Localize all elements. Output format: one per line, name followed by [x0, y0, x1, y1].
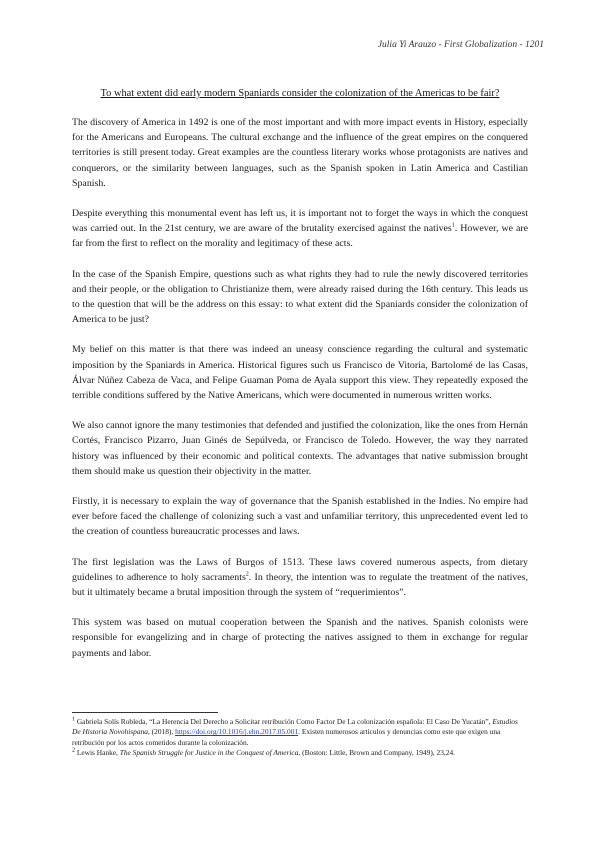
footnote-2-text-b: , (Boston: Little, Brown and Company, 1949), 23,24.	[298, 747, 455, 757]
paragraph-7	[72, 555, 528, 601]
footnote-2-text-a: Lewis Hanke,	[75, 747, 120, 757]
paragraph-7-text-b: . In theory, the intention was to regulate the treatment of the natives, but it ultimately became a brutal imposition through the system of “requerimientos”.	[72, 571, 528, 599]
paragraph-2-text-a: Despite everything this monumental event has left us, it is important not to forget the ways in which the conquest was carried out. In the 21st century, we are aware of the brutality exercised against the natives	[72, 208, 528, 235]
essay-body	[72, 115, 528, 676]
footnotes	[72, 717, 528, 758]
footnote-1-journal: Estudios De Historia Novohispana	[72, 717, 518, 737]
paragraph-6: Firstly, it is necessary to explain the way of governance that the Spanish established in the Indies. No empire had ever before faced the challenge of colonizing such a vast and unfamiliar territory, this unprecedented event led to the creation of countless bureaucratic processes and laws.	[72, 496, 528, 538]
paragraph-4: My belief on this matter is that there was indeed an uneasy conscience regarding the cultural and systematic imposition by the Spaniards in America. Historical figures such us Francisco de Vitoria, Bartolomé de las Casas, Álvar Núñez Cabeza de Vaca, and Felipe Guaman Poma de Ayala support this view. They repeatedly exposed the terrible conditions suffered by the Native Americans, which were documented in numerous written works.	[72, 344, 528, 402]
footnote-1-text-b: , (2018),	[147, 727, 176, 737]
footnote-2-book: The Spanish Struggle for Justice in the Conquest of America	[119, 747, 299, 757]
paragraph-2-text-b: . However, we are far from the first to reflect on the morality and legitimacy of these acts.	[72, 223, 529, 250]
paragraph-8: This system was based on mutual cooperation between the Spanish and the natives. Spanish colonists were responsible for evangelizing and in charge of protecting the natives assigned to them in exchange for regular payments and labor.	[72, 617, 528, 659]
paragraph-7-text-a: The first legislation was the Laws of Burgos of 1513. These laws covered numerous aspects, from dietary guidelines to adherence to holy sacraments	[72, 556, 528, 583]
paragraph-1: The discovery of America in 1492 is one of the most important and with more impact events in History, especially for the Americans and Europeans. The cultural exchange and the influence of the great empires on the conquered territories is still present today. Great examples are the countless literary works whose protagonists are natives and conquerors, or the similarity between languages, such as the Spanish spoken in Latin America and Castilian Spanish.	[72, 117, 528, 189]
paragraph-5: We also cannot ignore the many testimonies that defended and justified the colonization, like the ones from Hernán Cortés, Francisco Pizarro, Juan Ginés de Sepúlveda, or Francisco de Toledo. However, the way they narrated history was influenced by their economic and political contexts. The advantages that native submission brought them should make us question their objectivity in the matter.	[72, 420, 528, 477]
footnote-2	[72, 748, 528, 758]
footnote-1-text-a: Gabriela Solís Robleda, “La Herencia Del Derecho a Solicitar retribución Como Factor De La colonización española: El Caso De Yucatán”,	[75, 717, 493, 726]
footnote-1-doi-link[interactable]: https://doi.org/10.1016/j.ehn.2017.05.001	[175, 727, 299, 737]
running-header: Julia Yi Arauzo - First Globalization - 1201	[377, 40, 544, 50]
paragraph-2	[72, 206, 528, 252]
footnote-1	[72, 717, 528, 748]
footnote-1-number: 1	[72, 716, 75, 723]
footnote-ref-1[interactable]: 1	[451, 222, 455, 229]
footnote-2-number: 2	[72, 747, 75, 754]
footnote-ref-2[interactable]: 2	[245, 571, 249, 578]
footnote-1-text-c: . Existen numerosos artículos y denuncias como este que exigen una retribución por los actos cometidos durante la colonización.	[72, 727, 501, 747]
paragraph-3: In the case of the Spanish Empire, questions such as what rights they had to rule the newly discovered territories and their people, or the obligation to Christianize them, were already raised during the 16th century. This leads us to the question that will be the address on this essay: to what extent did the Spaniards consider the colonization of America to be just?	[72, 268, 528, 326]
footnote-divider	[72, 712, 218, 713]
essay-title: To what extent did early modern Spaniards consider the colonization of the Americas to be fair?	[100, 88, 500, 99]
